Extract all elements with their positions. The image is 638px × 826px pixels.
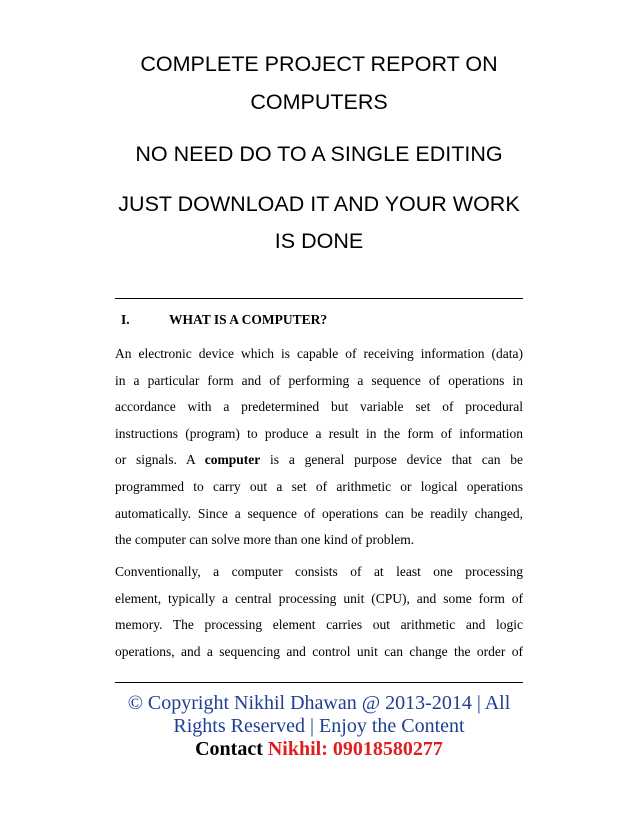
contact-value: Nikhil: 09018580277 [267,738,443,760]
paragraph-line: instructions (program) to produce a result in the form of information [115,425,523,441]
footer-divider [115,682,523,683]
paragraph-line: in a particular form and of performing a sequence of operations in [115,372,523,388]
section-number: I. [121,312,130,327]
paragraph-line: element, typically a central processing unit (CPU), and some form of [115,590,523,606]
section-heading [121,312,327,328]
text-span: or signals. A [115,452,205,468]
paragraph-line: operations, and a sequencing and control unit can change the order of [115,643,523,659]
contact-line [0,738,638,761]
copyright-line-2: Rights Reserved | Enjoy the Content [173,715,465,737]
paragraph-line: memory. The processing element carries out arithmetic and logic [115,617,523,633]
title-line-3: NO NEED DO TO A SINGLE EDITING [135,142,503,166]
paragraph-line: accordance with a predetermined but variable set of procedural [115,399,523,415]
text-span: is a general purpose device that can be [260,452,523,468]
paragraph-2 [115,559,523,665]
title-line-4: JUST DOWNLOAD IT AND YOUR WORK [118,192,520,216]
bold-term: computer [204,452,261,468]
title-line-5: IS DONE [274,229,364,253]
paragraph-line: An electronic device which is capable of receiving information (data) [115,346,523,361]
title-line-2: COMPUTERS [250,90,388,114]
paragraph-line: automatically. Since a sequence of operations can be readily changed, [115,505,523,521]
paragraph-line [115,447,523,474]
contact-label: Contact [195,738,263,760]
paragraph-line: Conventionally, a computer consists of at least one processing [115,564,523,579]
paragraph-line: programmed to carry out a set of arithmetic or logical operations [115,478,523,494]
title-line-1: COMPLETE PROJECT REPORT ON [140,52,498,76]
header-divider [115,298,523,299]
paragraph-1 [115,341,523,554]
copyright-line-1: © Copyright Nikhil Dhawan @ 2013-2014 | All [127,692,511,714]
section-title: WHAT IS A COMPUTER? [169,312,328,327]
paragraph-line: the computer can solve more than one kind of problem. [115,532,415,548]
